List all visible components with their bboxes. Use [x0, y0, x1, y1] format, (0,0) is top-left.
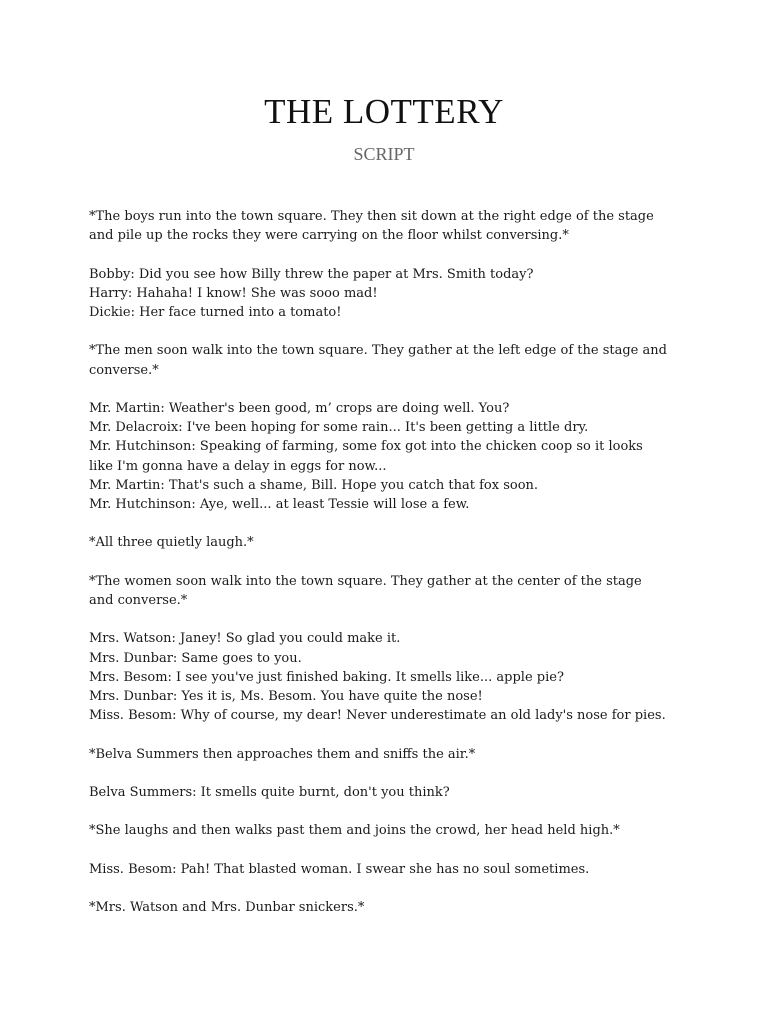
dialogue-line: Mr. Hutchinson: Speaking of farming, some fox got into the chicken coop so it looks	[89, 439, 643, 455]
dialogue-line: Miss. Besom: Pah! That blasted woman. I swear she has no soul sometimes.	[89, 861, 590, 877]
dialogue-line: Mr. Delacroix: I've been hoping for some rain... It's been getting a little dry.	[89, 420, 589, 436]
script-body	[89, 207, 689, 937]
document-subtitle: SCRIPT	[353, 144, 415, 164]
dialogue-line: Belva Summers: It smells quite burnt, don't you think?	[89, 784, 450, 800]
dialogue-block	[89, 629, 689, 725]
dialogue-line: Mr. Hutchinson: Aye, well... at least Tessie will lose a few.	[89, 497, 470, 512]
dialogue-line: Mr. Martin: Weather's been good, m’ crops are doing well. You?	[89, 400, 510, 416]
stage-direction	[89, 207, 689, 245]
text-line: *The men soon walk into the town square. They gather at the left edge of the stage and	[89, 343, 667, 359]
text-line: converse.*	[89, 362, 159, 378]
stage-direction	[89, 821, 689, 840]
text-line: *She laughs and then walks past them and joins the crowd, her head held high.*	[89, 823, 620, 839]
document-title: THE LOTTERY	[264, 92, 504, 131]
dialogue-line: like I'm gonna have a delay in eggs for now...	[89, 458, 387, 474]
dialogue-line: Miss. Besom: Why of course, my dear! Never underestimate an old lady's nose for pies.	[89, 708, 666, 724]
dialogue-block	[89, 860, 689, 879]
dialogue-line: Harry: Hahaha! I know! She was sooo mad!	[89, 285, 378, 301]
stage-direction	[89, 745, 689, 764]
text-line: *The women soon walk into the town square. They gather at the center of the stage	[89, 573, 642, 589]
dialogue-line: Mr. Martin: That's such a shame, Bill. Hope you catch that fox soon.	[89, 477, 539, 493]
stage-direction	[89, 341, 689, 379]
dialogue-line: Dickie: Her face turned into a tomato!	[89, 305, 342, 320]
text-line: *All three quietly laugh.*	[89, 535, 254, 551]
stage-direction	[89, 572, 689, 610]
dialogue-block	[89, 399, 689, 514]
dialogue-line: Bobby: Did you see how Billy threw the paper at Mrs. Smith today?	[89, 266, 534, 282]
text-line: and converse.*	[89, 592, 188, 608]
stage-direction	[89, 533, 689, 552]
text-line: *The boys run into the town square. They then sit down at the right edge of the stage	[89, 209, 654, 224]
text-line: and pile up the rocks they were carrying on the floor whilst conversing.*	[89, 228, 569, 244]
dialogue-block	[89, 265, 689, 323]
dialogue-line: Mrs. Dunbar: Yes it is, Ms. Besom. You have quite the nose!	[89, 688, 483, 704]
dialogue-line: Mrs. Watson: Janey! So glad you could make it.	[89, 631, 401, 647]
dialogue-block	[89, 783, 689, 802]
dialogue-line: Mrs. Besom: I see you've just finished baking. It smells like... apple pie?	[89, 669, 564, 685]
stage-direction	[89, 898, 689, 917]
text-line: *Mrs. Watson and Mrs. Dunbar snickers.*	[89, 900, 365, 916]
text-line: *Belva Summers then approaches them and sniffs the air.*	[89, 746, 476, 762]
dialogue-line: Mrs. Dunbar: Same goes to you.	[89, 650, 302, 666]
